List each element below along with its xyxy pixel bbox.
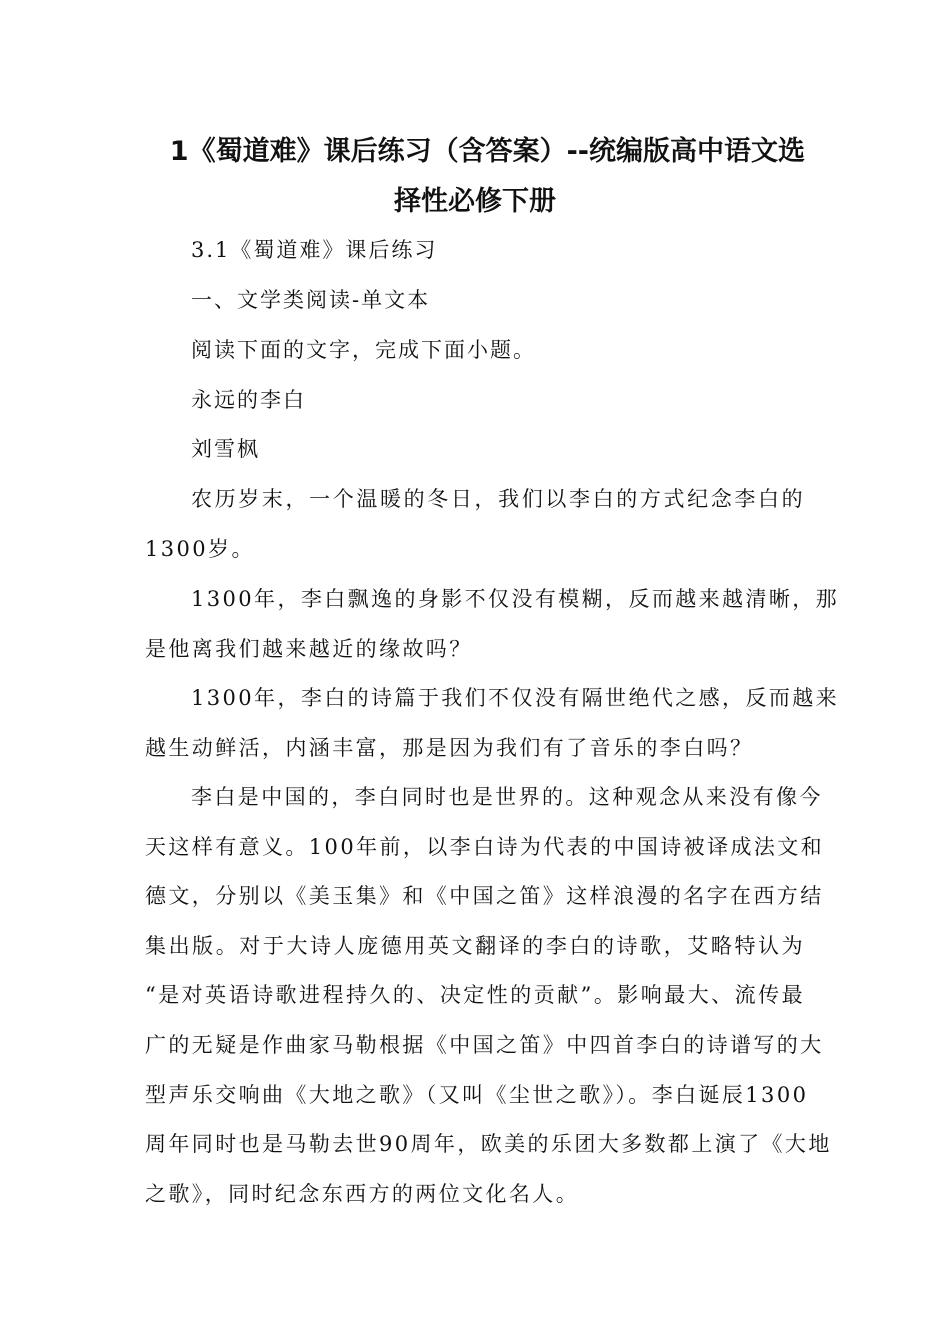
paragraph-line: 李白是中国的，李白同时也是世界的。这种观念从来没有像今: [191, 785, 823, 809]
paragraph-line: 天这样有意义。100年前，以李白诗为代表的中国诗被译成法文和: [145, 834, 825, 859]
paragraph-line: 1300年，李白飘逸的身影不仅没有模糊，反而越来越清晰，那: [191, 587, 840, 611]
document-title-line-1: 1《蜀道难》课后练习（含答案）--统编版高中语文选: [169, 136, 805, 167]
article-title: 永远的李白: [191, 388, 306, 412]
paragraph-line: 越生动鲜活，内涵丰富，那是因为我们有了音乐的李白吗？: [145, 735, 754, 760]
paragraph: [145, 674, 840, 773]
paragraph-line: “是对英语诗歌进程持久的、决定性的贡献”。影响最大、流传最: [145, 983, 805, 1008]
paragraph-line: 之歌》，同时纪念东西方的两位文化名人。: [145, 1181, 580, 1206]
paragraph-line: 广的无疑是作曲家马勒根据《中国之笛》中四首李白的诗谱写的大: [145, 1032, 824, 1057]
paragraph-line: 周年同时也是马勒去世90周年，欧美的乐团大多数都上演了《大地: [145, 1132, 832, 1157]
paragraph-line: 1300岁。: [145, 536, 255, 561]
paragraph-line: 型声乐交响曲《大地之歌》（又叫《尘世之歌》）。李白诞辰1300: [145, 1082, 809, 1107]
paragraph-line: 农历岁末，一个温暖的冬日，我们以李白的方式纪念李白的: [191, 487, 805, 511]
paragraph: [145, 475, 805, 574]
reading-instruction: 阅读下面的文字，完成下面小题。: [191, 338, 536, 362]
paragraph-line: 德文，分别以《美玉集》和《中国之笛》这样浪漫的名字在西方结: [145, 884, 824, 909]
paragraph-line: 是他离我们越来越近的缘故吗？: [145, 636, 473, 661]
document-title-line-2: 择性必修下册: [394, 186, 556, 217]
paragraph-line: 1300年，李白的诗篇于我们不仅没有隔世绝代之感，反而越来: [191, 686, 840, 710]
section-heading: 3.1《蜀道难》课后练习: [191, 238, 438, 262]
paragraph-line: 集出版。对于大诗人庞德用英文翻译的李白的诗歌，艾略特认为: [145, 933, 805, 958]
article-author: 刘雪枫: [191, 437, 260, 461]
paragraph: [145, 773, 832, 1219]
part-heading: 一、文学类阅读-单文本: [191, 288, 431, 312]
paragraph: [145, 575, 840, 674]
